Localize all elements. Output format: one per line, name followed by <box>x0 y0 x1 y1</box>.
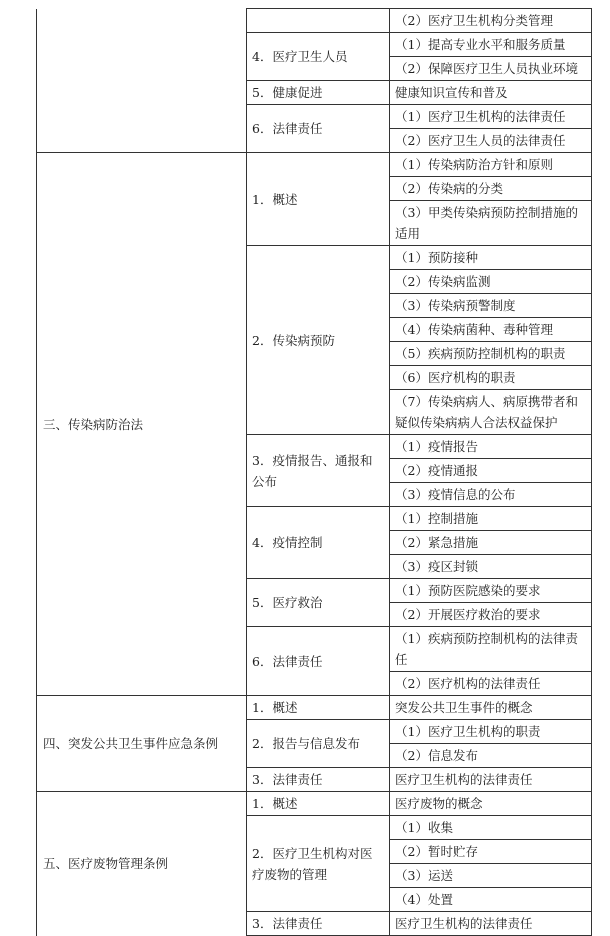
table-row <box>37 696 592 720</box>
detail-item: （3）疫情信息的公布 <box>390 483 592 507</box>
subtopic-cell: 3．疫情报告、通报和公布 <box>247 435 390 507</box>
subtopic-cell: 3．法律责任 <box>247 912 390 936</box>
detail-item: （4）传染病菌种、毒种管理 <box>390 318 592 342</box>
detail-item: （6）医疗机构的职责 <box>390 366 592 390</box>
detail-item: （2）传染病监测 <box>390 270 592 294</box>
detail-item: （2）医疗机构的法律责任 <box>390 672 592 696</box>
subtopic-cell: 6．法律责任 <box>247 627 390 696</box>
subtopic-cell: 2．医疗卫生机构对医疗废物的管理 <box>247 816 390 912</box>
detail-item: （2）暂时贮存 <box>390 840 592 864</box>
subtopic-cell: 1．概述 <box>247 153 390 246</box>
subtopic-cell: 5．健康促进 <box>247 81 390 105</box>
detail-item: （2）疫情通报 <box>390 459 592 483</box>
detail-item: （2）医疗卫生人员的法律责任 <box>390 129 592 153</box>
table-row <box>37 792 592 816</box>
subtopic-cell: 5．医疗救治 <box>247 579 390 627</box>
detail-item: （3）传染病预警制度 <box>390 294 592 318</box>
detail-item: （1）预防接种 <box>390 246 592 270</box>
detail-item: 突发公共卫生事件的概念 <box>390 696 592 720</box>
detail-item: （5）疾病预防控制机构的职责 <box>390 342 592 366</box>
section-title: 五、医疗废物管理条例 <box>37 792 247 936</box>
table-row <box>37 9 592 33</box>
detail-item: （7）传染病病人、病原携带者和疑似传染病病人合法权益保护 <box>390 390 592 435</box>
detail-item: （1）疫情报告 <box>390 435 592 459</box>
detail-item: 健康知识宣传和普及 <box>390 81 592 105</box>
detail-item: （1）收集 <box>390 816 592 840</box>
detail-item: （4）处置 <box>390 888 592 912</box>
section-title: 四、突发公共卫生事件应急条例 <box>37 696 247 792</box>
detail-item: （2）传染病的分类 <box>390 177 592 201</box>
detail-item: 医疗废物的概念 <box>390 792 592 816</box>
subtopic-cell: 1．概述 <box>247 792 390 816</box>
detail-item: （2）信息发布 <box>390 744 592 768</box>
detail-item: 医疗卫生机构的法律责任 <box>390 912 592 936</box>
detail-item: （1）预防医院感染的要求 <box>390 579 592 603</box>
table-body <box>37 9 592 936</box>
subtopic-cell: 6．法律责任 <box>247 105 390 153</box>
detail-item: （1）疾病预防控制机构的法律责任 <box>390 627 592 672</box>
detail-item: （2）紧急措施 <box>390 531 592 555</box>
subtopic-cell: 4．疫情控制 <box>247 507 390 579</box>
detail-item: （2）保障医疗卫生人员执业环境 <box>390 57 592 81</box>
detail-item: （3）甲类传染病预防控制措施的适用 <box>390 201 592 246</box>
section-title: 三、传染病防治法 <box>37 153 247 696</box>
subtopic-cell: 4．医疗卫生人员 <box>247 33 390 81</box>
subtopic-cell: 2．传染病预防 <box>247 246 390 435</box>
detail-item: （2）医疗卫生机构分类管理 <box>390 9 592 33</box>
detail-item: （1）医疗卫生机构的法律责任 <box>390 105 592 129</box>
subtopic-cell: 2．报告与信息发布 <box>247 720 390 768</box>
subtopic-cell <box>247 9 390 33</box>
table-row <box>37 153 592 177</box>
detail-item: （1）控制措施 <box>390 507 592 531</box>
law-outline-table <box>36 8 592 936</box>
detail-item: （3）疫区封锁 <box>390 555 592 579</box>
detail-item: （2）开展医疗救治的要求 <box>390 603 592 627</box>
detail-item: （1）传染病防治方针和原则 <box>390 153 592 177</box>
detail-item: （1）提高专业水平和服务质量 <box>390 33 592 57</box>
subtopic-cell: 3．法律责任 <box>247 768 390 792</box>
detail-item: （1）医疗卫生机构的职责 <box>390 720 592 744</box>
section-title <box>37 9 247 153</box>
detail-item: 医疗卫生机构的法律责任 <box>390 768 592 792</box>
detail-item: （3）运送 <box>390 864 592 888</box>
subtopic-cell: 1．概述 <box>247 696 390 720</box>
